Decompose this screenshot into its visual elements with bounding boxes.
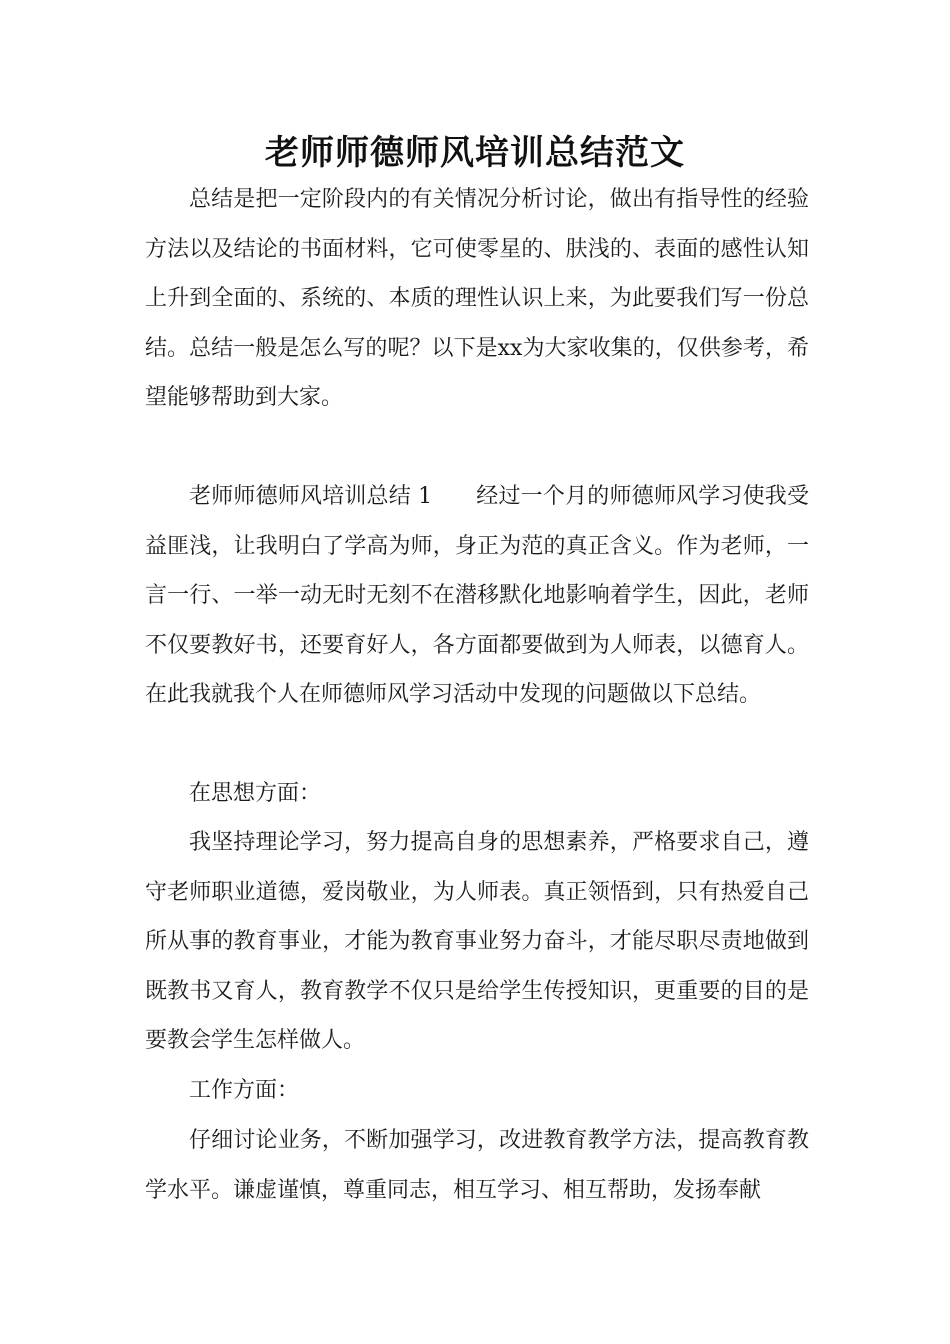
work-heading: 工作方面： (189, 1078, 300, 1103)
thought-heading: 在思想方面： (189, 781, 322, 806)
thought-paragraph: 我坚持理论学习，努力提高自身的思想素养，严格要求自己，遵守老师职业道德，爱岗敬业，为人师表。真正领悟到，只有热爱自己所从事的教育事业，才能为教育事业努力奋斗，才能尽职尽责地做到既教书又育人，教育教学不仅只是给学生传授知识，更重要的目的是要教会学生怎样做人。 (145, 830, 809, 1053)
work-paragraph: 仔细讨论业务，不断加强学习，改进教育教学方法，提高教育教学水平。谦虚谨慎，尊重同志，相互学习、相互帮助，发扬奉献 (145, 1128, 809, 1203)
section1-paragraph (145, 472, 809, 720)
section1-body: 经过一个月的师德师风学习使我受益匪浅，让我明白了学高为师，身正为范的真正含义。作为老师，一言一行、一举一动无时无刻不在潜移默化地影响着学生，因此，老师不仅要教好书，还要育好人，各方面都要做到为人师表，以德育人。在此我就我个人在师德师风学习活动中发现的问题做以下总结。 (145, 484, 809, 707)
section1-heading: 老师师德师风培训总结 1 (189, 484, 433, 509)
document-title: 老师师德师风培训总结范文 (265, 133, 685, 173)
intro-paragraph: 总结是把一定阶段内的有关情况分析讨论，做出有指导性的经验方法以及结论的书面材料，它可使零星的、肤浅的、表面的感性认知上升到全面的、系统的、本质的理性认识上来，为此要我们写一份总结。总结一般是怎么写的呢？以下是xx为大家收集的，仅供参考，希望能够帮助到大家。 (145, 187, 809, 410)
